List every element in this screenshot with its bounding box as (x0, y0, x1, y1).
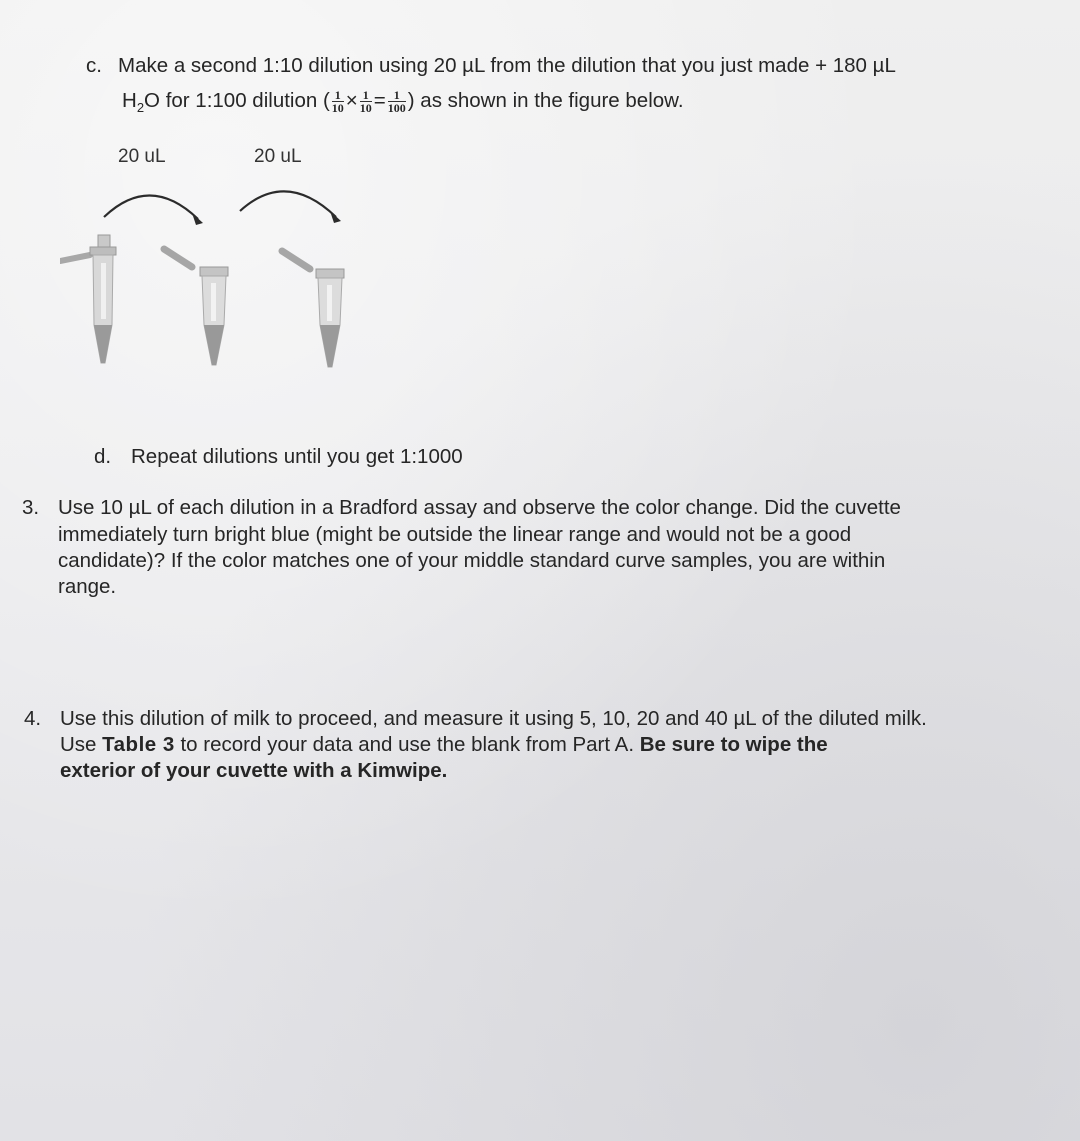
dilution-figure (60, 175, 360, 375)
step-4-marker: 4. (24, 707, 42, 730)
step-3-line4: range. (58, 575, 117, 598)
step-c-line2: $H_2O$ for 1:100 dilution ( $\frac{1}{10}$ × $\frac{1}{10}$ = $\frac{1}{100}$ ) as shown in the figure below. (122, 88, 684, 116)
table-3-reference: Table 3 (102, 733, 175, 756)
tube-3-icon (282, 251, 344, 367)
tube-1-icon (60, 235, 116, 363)
step-4-line1: 4. Use this dilution of milk to proceed, and measure it using 5, 10, 20 and 40 µL of the diluted milk. (24, 707, 927, 730)
transfer-arrow-icon (104, 195, 203, 225)
fraction-one-tenth: $\frac{1}{10}$ (331, 88, 344, 116)
step-3-line2: immediately turn bright blue (might be outside the linear range and would not be a good (58, 523, 852, 546)
step-d: d. Repeat dilutions until you get 1:1000 (94, 445, 463, 468)
figure-label-first-transfer: 20 uL (118, 146, 166, 167)
step-d-marker: d. (94, 445, 112, 468)
step-3-marker: 3. (22, 496, 40, 519)
step-3-line3: candidate)? If the color matches one of your middle standard curve samples, you are within (58, 549, 886, 572)
figure-label-second-transfer: 20 uL (254, 146, 302, 167)
step-3-line1: 3. Use 10 µL of each dilution in a Bradford assay and observe the color change. Did the cuvette (22, 496, 901, 519)
step-4-line3: exterior of your cuvette with a Kimwipe. (60, 759, 448, 782)
step-4-line2: Use Table 3 to record your data and use the blank from Part A. Be sure to wipe the (60, 733, 828, 756)
fraction-one-hundredth: $\frac{1}{100}$ (387, 88, 406, 116)
fraction-one-tenth-2: $\frac{1}{10}$ (359, 88, 372, 116)
transfer-arrow-icon-2 (240, 191, 341, 223)
step-c-line1: c. Make a second 1:10 dilution using 20 µL from the dilution that you just made + 180 µL (86, 54, 896, 77)
step-c-marker: c. (86, 54, 102, 77)
tube-2-icon (164, 249, 228, 365)
